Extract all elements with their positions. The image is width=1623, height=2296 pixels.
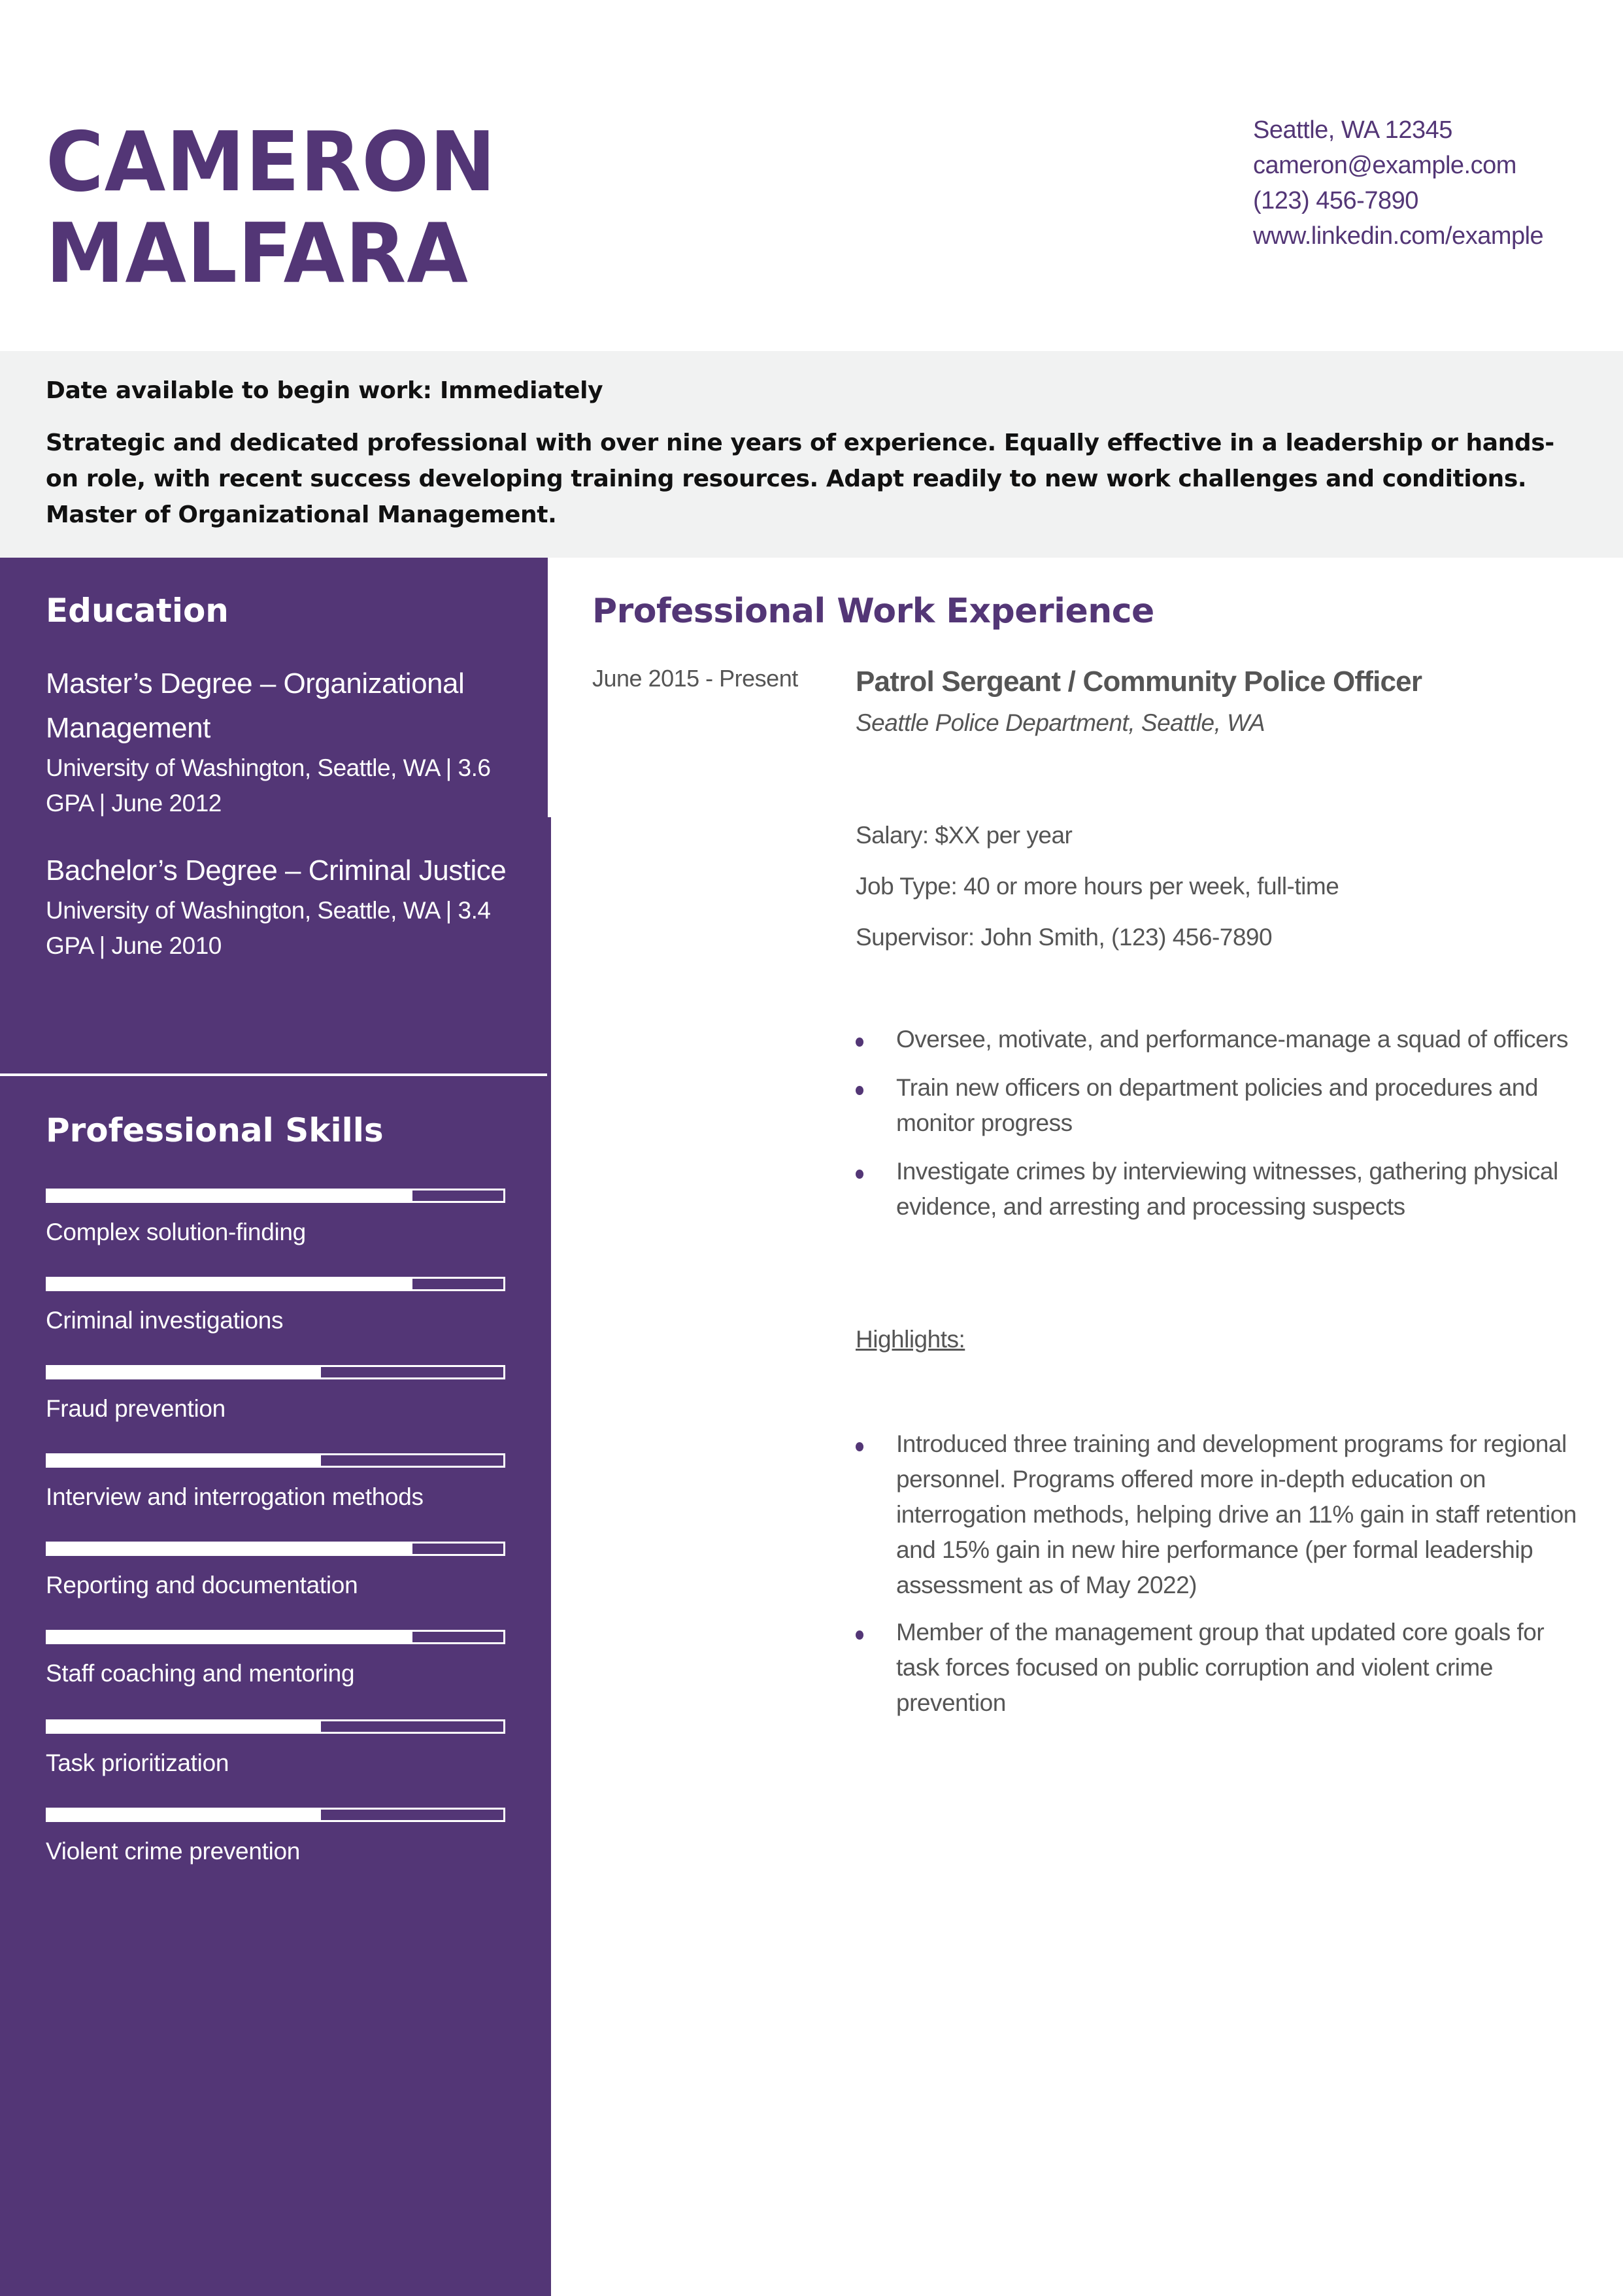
- duty-item: [856, 1070, 1581, 1141]
- summary-text: Strategic and dedicated professional with over nine years of experience. Equally effective in a leadership or hands-on role, with recent success developing training resources. Adapt readily to new work challenges and conditions. Master of Organizational Management.: [46, 430, 1554, 528]
- skill-bar-fill: [48, 1632, 412, 1642]
- summary-band: [0, 351, 1623, 558]
- skill-bar: [46, 1453, 505, 1468]
- skill-item: [46, 1630, 505, 1689]
- duties-list: [856, 1022, 1581, 1224]
- bullet-icon: [856, 1630, 863, 1640]
- skill-item: [46, 1719, 505, 1778]
- job-dates: June 2015 - Present: [592, 665, 798, 692]
- duty-item: [856, 1154, 1581, 1224]
- skill-bar-fill: [48, 1544, 412, 1554]
- skill-label: Interview and interrogation methods: [46, 1483, 424, 1510]
- highlight-text: Member of the management group that updated core goals for task forces focused on public corruption and violent crime prevention: [896, 1619, 1545, 1716]
- candidate-name: [46, 116, 515, 299]
- skill-label: Complex solution-finding: [46, 1219, 306, 1245]
- skill-label: Staff coaching and mentoring: [46, 1660, 355, 1687]
- skill-bar: [46, 1630, 505, 1644]
- skill-bar-fill: [48, 1190, 412, 1201]
- skill-item: [46, 1277, 505, 1336]
- skill-label: Task prioritization: [46, 1749, 229, 1776]
- bullet-icon: [856, 1442, 863, 1451]
- skill-bar-fill: [48, 1810, 321, 1820]
- education-entry: [46, 662, 516, 821]
- highlights-list: [856, 1427, 1581, 1721]
- skill-bar: [46, 1365, 505, 1379]
- duty-text: Oversee, motivate, and performance-manage a squad of officers: [896, 1026, 1568, 1053]
- skill-item: [46, 1542, 505, 1600]
- skill-item: [46, 1453, 505, 1512]
- bullet-icon: [856, 1086, 863, 1095]
- highlights-label: Highlights:: [856, 1326, 965, 1353]
- skill-bar: [46, 1277, 505, 1291]
- skill-label: Reporting and documentation: [46, 1572, 358, 1598]
- bullet-icon: [856, 1170, 863, 1179]
- skill-bar-fill: [48, 1367, 321, 1377]
- skill-item: [46, 1365, 505, 1424]
- name-last: MALFARA: [46, 205, 469, 301]
- duty-item: [856, 1022, 1581, 1057]
- date-available: Date available to begin work: Immediately: [46, 377, 603, 404]
- skill-label: Criminal investigations: [46, 1307, 284, 1334]
- job-supervisor: Supervisor: John Smith, (123) 456-7890: [856, 924, 1273, 951]
- experience-heading: Professional Work Experience: [592, 592, 1154, 631]
- education-detail: University of Washington, Seattle, WA | 3.4 GPA | June 2010: [46, 897, 491, 959]
- job-title: Patrol Sergeant / Community Police Officer: [856, 666, 1422, 698]
- contact-block: [1253, 112, 1543, 254]
- contact-location: Seattle, WA 12345: [1253, 116, 1452, 144]
- education-degree: Master’s Degree – Organizational Management: [46, 667, 465, 744]
- sidebar-edge: [548, 558, 552, 817]
- education-degree: Bachelor’s Degree – Criminal Justice: [46, 854, 507, 886]
- skill-label: Fraud prevention: [46, 1395, 226, 1422]
- contact-email[interactable]: cameron@example.com: [1253, 152, 1516, 179]
- job-salary: Salary: $XX per year: [856, 822, 1073, 849]
- skill-bar: [46, 1719, 505, 1734]
- highlight-item: [856, 1427, 1581, 1603]
- skill-label: Violent crime prevention: [46, 1838, 301, 1865]
- skill-bar: [46, 1808, 505, 1822]
- sidebar-divider: [0, 1073, 547, 1076]
- highlight-text: Introduced three training and development programs for regional personnel. Programs offered more in-depth education on interrogation methods, helping drive an 11% gain in staff retention and 15% gain in new hire performance (per formal leadership assessment as of May 2022): [896, 1430, 1577, 1598]
- skill-bar-fill: [48, 1455, 321, 1466]
- contact-linkedin[interactable]: www.linkedin.com/example: [1253, 222, 1544, 250]
- education-entry: [46, 849, 516, 964]
- job-type: Job Type: 40 or more hours per week, full-time: [856, 873, 1339, 900]
- skill-item: [46, 1189, 505, 1247]
- education-detail: University of Washington, Seattle, WA | 3.6 GPA | June 2012: [46, 754, 491, 817]
- duty-text: Investigate crimes by interviewing witnesses, gathering physical evidence, and arresting and processing suspects: [896, 1158, 1558, 1220]
- skill-bar: [46, 1542, 505, 1556]
- skills-heading: Professional Skills: [46, 1111, 384, 1149]
- education-heading: Education: [46, 592, 229, 630]
- job-company: Seattle Police Department, Seattle, WA: [856, 709, 1265, 736]
- skill-bar: [46, 1189, 505, 1203]
- bullet-icon: [856, 1038, 863, 1047]
- skill-item: [46, 1808, 505, 1866]
- skill-bar-fill: [48, 1721, 321, 1732]
- contact-phone[interactable]: (123) 456-7890: [1253, 187, 1418, 214]
- highlight-item: [856, 1615, 1581, 1721]
- skill-bar-fill: [48, 1279, 412, 1289]
- name-first: CAMERON: [46, 114, 497, 210]
- duty-text: Train new officers on department policies and procedures and monitor progress: [896, 1074, 1538, 1136]
